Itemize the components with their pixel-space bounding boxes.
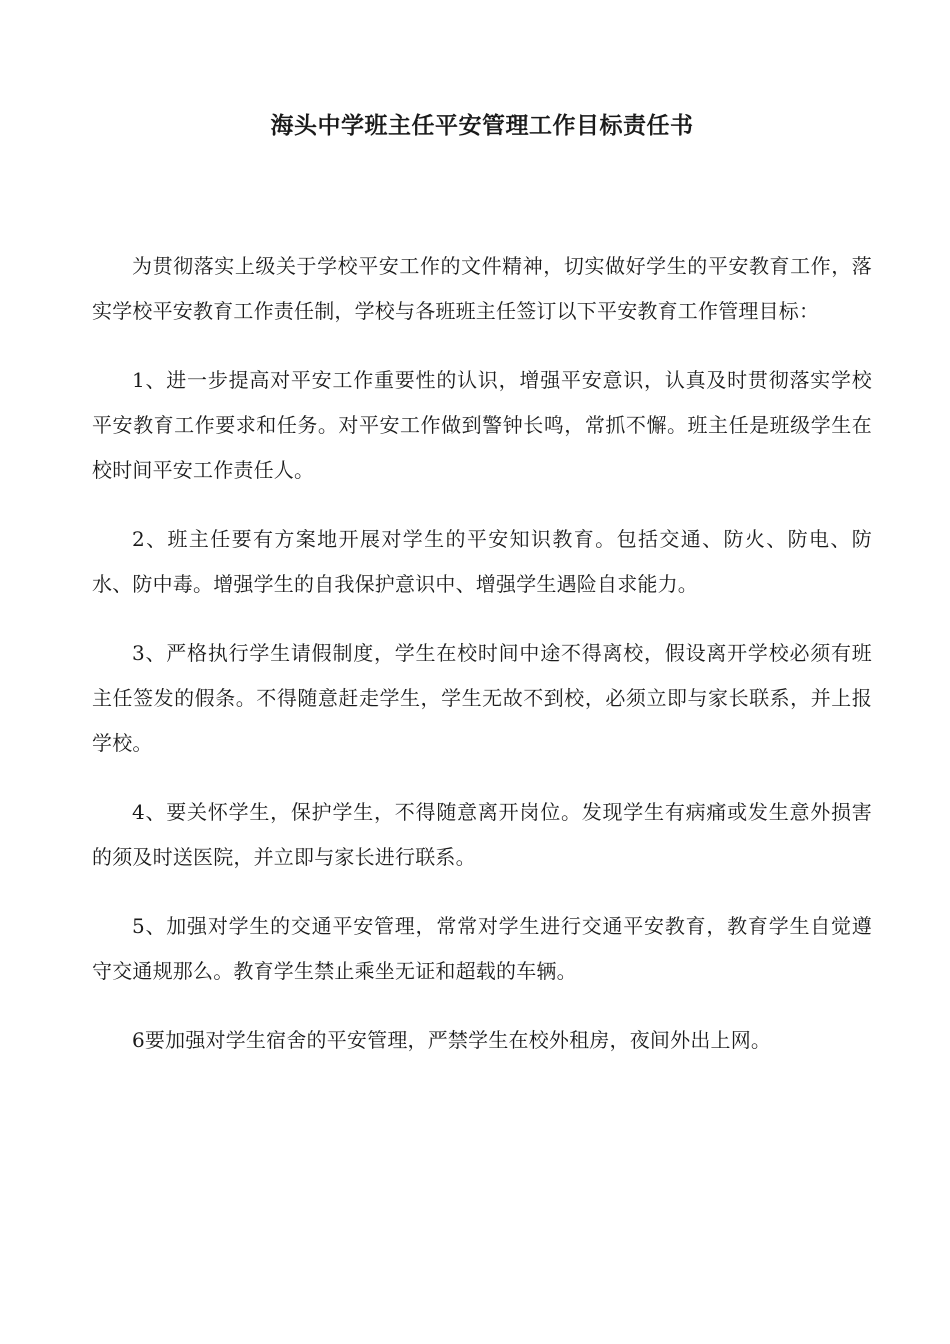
- paragraph-item-2: 2、班主任要有方案地开展对学生的平安知识教育。包括交通、防火、防电、防水、防中毒。增强学生的自我保护意识中、增强学生遇险自求能力。: [92, 527, 872, 596]
- paragraph-item-3: 3、严格执行学生请假制度，学生在校时间中途不得离校，假设离开学校必须有班主任签发的假条。不得随意赶走学生，学生无故不到校，必须立即与家长联系，并上报学校。: [92, 641, 872, 755]
- document-body: [92, 244, 872, 1063]
- paragraph-intro: 为贯彻落实上级关于学校平安工作的文件精神，切实做好学生的平安教育工作，落实学校平安教育工作责任制，学校与各班班主任签订以下平安教育工作管理目标：: [92, 254, 872, 323]
- paragraph-item-4: 4、要关怀学生，保护学生，不得随意离开岗位。发现学生有病痛或发生意外损害的须及时送医院，并立即与家长进行联系。: [92, 800, 872, 869]
- paragraph-item-1: 1、进一步提高对平安工作重要性的认识，增强平安意识，认真及时贯彻落实学校平安教育工作要求和任务。对平安工作做到警钟长鸣，常抓不懈。班主任是班级学生在校时间平安工作责任人。: [92, 368, 872, 482]
- paragraph-item-6: 6要加强对学生宿舍的平安管理，严禁学生在校外租房，夜间外出上网。: [132, 1028, 772, 1052]
- document-title: 海头中学班主任平安管理工作目标责任书: [270, 112, 694, 139]
- paragraph-item-5: 5、加强对学生的交通平安管理，常常对学生进行交通平安教育，教育学生自觉遵守交通规那么。教育学生禁止乘坐无证和超载的车辆。: [92, 914, 872, 983]
